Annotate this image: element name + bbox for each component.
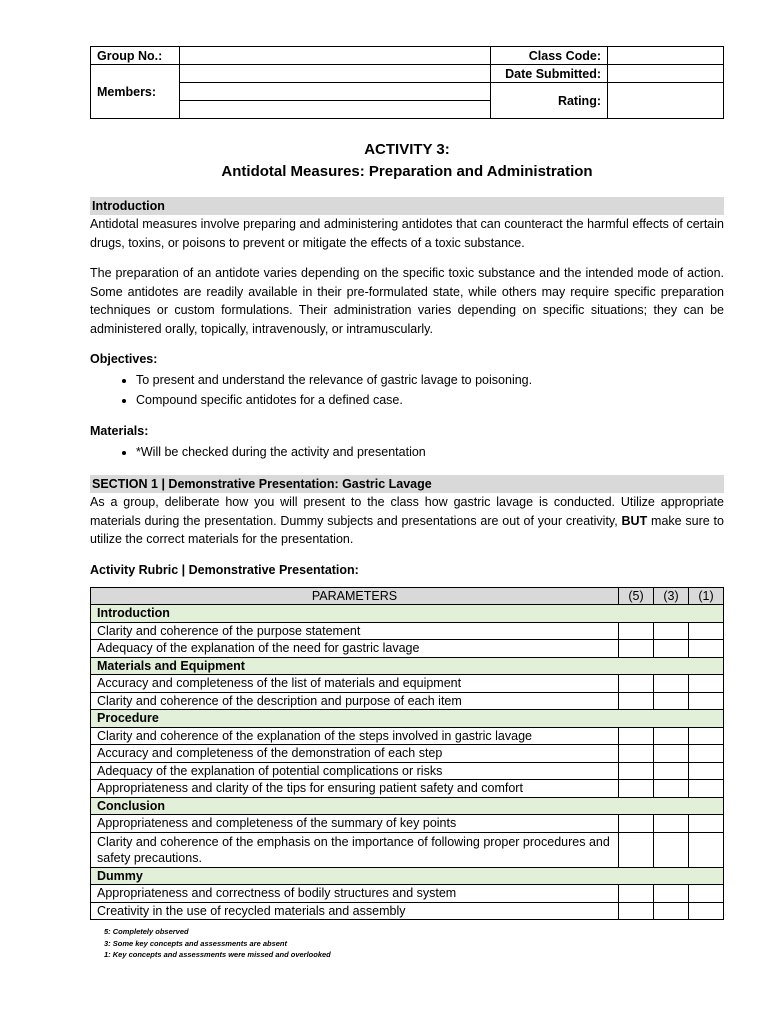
group-label: Group No.: [91, 47, 180, 65]
table-row [91, 762, 724, 780]
list-item: • To present and understand the relevance of gastric lavage to poisoning. [136, 370, 724, 390]
score-5-cell[interactable] [619, 640, 654, 658]
class-code-field[interactable] [608, 47, 724, 65]
category-label: Dummy [91, 867, 724, 885]
section-1-paragraph [90, 493, 724, 549]
score-1-cell[interactable] [689, 692, 724, 710]
score-5-cell[interactable] [619, 692, 654, 710]
members-label: Members: [91, 65, 180, 119]
score-1-cell[interactable] [689, 780, 724, 798]
rating-field[interactable] [608, 83, 724, 119]
document-page [90, 46, 724, 961]
score-1-cell[interactable] [689, 640, 724, 658]
activity-number: ACTIVITY 3: [364, 141, 450, 158]
parameter-cell: Accuracy and completeness of the demonstration of each step [91, 745, 619, 763]
score-3-cell[interactable] [654, 727, 689, 745]
parameter-cell: Appropriateness and correctness of bodily structures and system [91, 885, 619, 903]
score-1-cell[interactable] [689, 815, 724, 833]
emphasis-but: BUT [621, 513, 648, 528]
score-5-cell[interactable] [619, 885, 654, 903]
date-submitted-label: Date Submitted: [491, 65, 608, 83]
legend-item: 1: Key concepts and assessments were missed and overlooked [104, 950, 331, 959]
legend-item: 3: Some key concepts and assessments are absent [104, 938, 288, 948]
members-field-1[interactable] [180, 65, 491, 83]
score-5-cell[interactable] [619, 902, 654, 920]
score-5-cell[interactable] [619, 622, 654, 640]
score-3-header: (3) [654, 587, 689, 605]
category-row-procedure [91, 710, 724, 728]
table-row [91, 692, 724, 710]
score-3-cell[interactable] [654, 640, 689, 658]
objectives-label: Objectives: [90, 352, 158, 366]
category-row-materials [91, 657, 724, 675]
score-5-cell[interactable] [619, 832, 654, 867]
table-row [91, 727, 724, 745]
parameter-cell: Clarity and coherence of the explanation of the steps involved in gastric lavage [91, 727, 619, 745]
table-row [91, 745, 724, 763]
section-1-heading: SECTION 1 | Demonstrative Presentation: Gastric Lavage [90, 475, 724, 493]
section-1-text: As a group, deliberate how you will present to the class how gastric lavage is conducted. Utilize appropriate materials during the presentation. Dummy subjects and presentations are out of your creativity, [90, 495, 724, 528]
score-3-cell[interactable] [654, 745, 689, 763]
category-label: Materials and Equipment [91, 657, 724, 675]
score-1-header: (1) [689, 587, 724, 605]
category-row-dummy [91, 867, 724, 885]
table-row [91, 622, 724, 640]
parameter-cell: Clarity and coherence of the description and purpose of each item [91, 692, 619, 710]
score-5-header: (5) [619, 587, 654, 605]
materials-list [90, 442, 724, 462]
section-1-text-end: make sure to utilize the correct materials for the presentation. [90, 513, 724, 546]
table-row [91, 902, 724, 920]
score-3-cell[interactable] [654, 780, 689, 798]
date-submitted-field[interactable] [608, 65, 724, 83]
parameter-cell: Appropriateness and clarity of the tips for ensuring patient safety and comfort [91, 780, 619, 798]
category-label: Conclusion [91, 797, 724, 815]
score-1-cell[interactable] [689, 762, 724, 780]
rubric-title: Activity Rubric | Demonstrative Presentation: [90, 562, 359, 577]
score-3-cell[interactable] [654, 815, 689, 833]
parameter-cell: Adequacy of the explanation of potential complications or risks [91, 762, 619, 780]
introduction-heading: Introduction [90, 197, 724, 215]
activity-title [90, 139, 724, 183]
objectives-list [90, 370, 724, 410]
score-1-cell[interactable] [689, 622, 724, 640]
score-legend [104, 926, 724, 961]
table-row [91, 885, 724, 903]
score-1-cell[interactable] [689, 902, 724, 920]
score-3-cell[interactable] [654, 832, 689, 867]
members-field-2[interactable] [180, 83, 491, 101]
table-row [91, 675, 724, 693]
members-field-3[interactable] [180, 101, 491, 119]
parameter-cell: Adequacy of the explanation of the need for gastric lavage [91, 640, 619, 658]
introduction-paragraph-1: Antidotal measures involve preparing and administering antidotes that can counteract the harmful effects of certain drugs, toxins, or poisons to prevent or mitigate the effects of a toxic substance. [90, 217, 724, 250]
introduction-paragraph-2: The preparation of an antidote varies depending on the specific toxic substance and the intended mode of action. Some antidotes are readily available in their pre-formulated state, while others may require specific preparation techniques or custom formulations. Their administration varies depending on specific situations; they can be administered orally, topically, intravenously, or intramuscularly. [90, 266, 724, 336]
parameter-cell: Clarity and coherence of the purpose statement [91, 622, 619, 640]
score-3-cell[interactable] [654, 692, 689, 710]
class-code-label: Class Code: [491, 47, 608, 65]
score-5-cell[interactable] [619, 727, 654, 745]
category-row-conclusion [91, 797, 724, 815]
table-row [91, 640, 724, 658]
rubric-header-row [91, 587, 724, 605]
rubric-table [90, 587, 724, 921]
parameter-cell: Accuracy and completeness of the list of materials and equipment [91, 675, 619, 693]
activity-subtitle: Antidotal Measures: Preparation and Administration [221, 163, 593, 180]
score-3-cell[interactable] [654, 762, 689, 780]
parameter-cell: Appropriateness and completeness of the summary of key points [91, 815, 619, 833]
rating-label: Rating: [491, 83, 608, 119]
score-3-cell[interactable] [654, 885, 689, 903]
score-1-cell[interactable] [689, 675, 724, 693]
table-row [91, 832, 724, 867]
score-1-cell[interactable] [689, 885, 724, 903]
score-1-cell[interactable] [689, 745, 724, 763]
score-1-cell[interactable] [689, 832, 724, 867]
score-3-cell[interactable] [654, 675, 689, 693]
list-item: • Compound specific antidotes for a defined case. [136, 390, 724, 410]
category-label: Introduction [91, 605, 724, 623]
parameter-cell: Creativity in the use of recycled materials and assembly [91, 902, 619, 920]
parameters-header: PARAMETERS [91, 587, 619, 605]
header-table [90, 46, 724, 119]
materials-label: Materials: [90, 424, 149, 438]
category-label: Procedure [91, 710, 724, 728]
score-5-cell[interactable] [619, 780, 654, 798]
score-3-cell[interactable] [654, 902, 689, 920]
table-row [91, 815, 724, 833]
score-5-cell[interactable] [619, 675, 654, 693]
legend-item: 5: Completely observed [104, 927, 189, 936]
score-3-cell[interactable] [654, 622, 689, 640]
score-5-cell[interactable] [619, 815, 654, 833]
table-row [91, 780, 724, 798]
score-1-cell[interactable] [689, 727, 724, 745]
score-5-cell[interactable] [619, 745, 654, 763]
parameter-cell: Clarity and coherence of the emphasis on the importance of following proper procedures and safety precautions. [91, 832, 619, 867]
group-field[interactable] [180, 47, 491, 65]
list-item: • *Will be checked during the activity and presentation [136, 442, 724, 462]
score-5-cell[interactable] [619, 762, 654, 780]
category-row-introduction [91, 605, 724, 623]
